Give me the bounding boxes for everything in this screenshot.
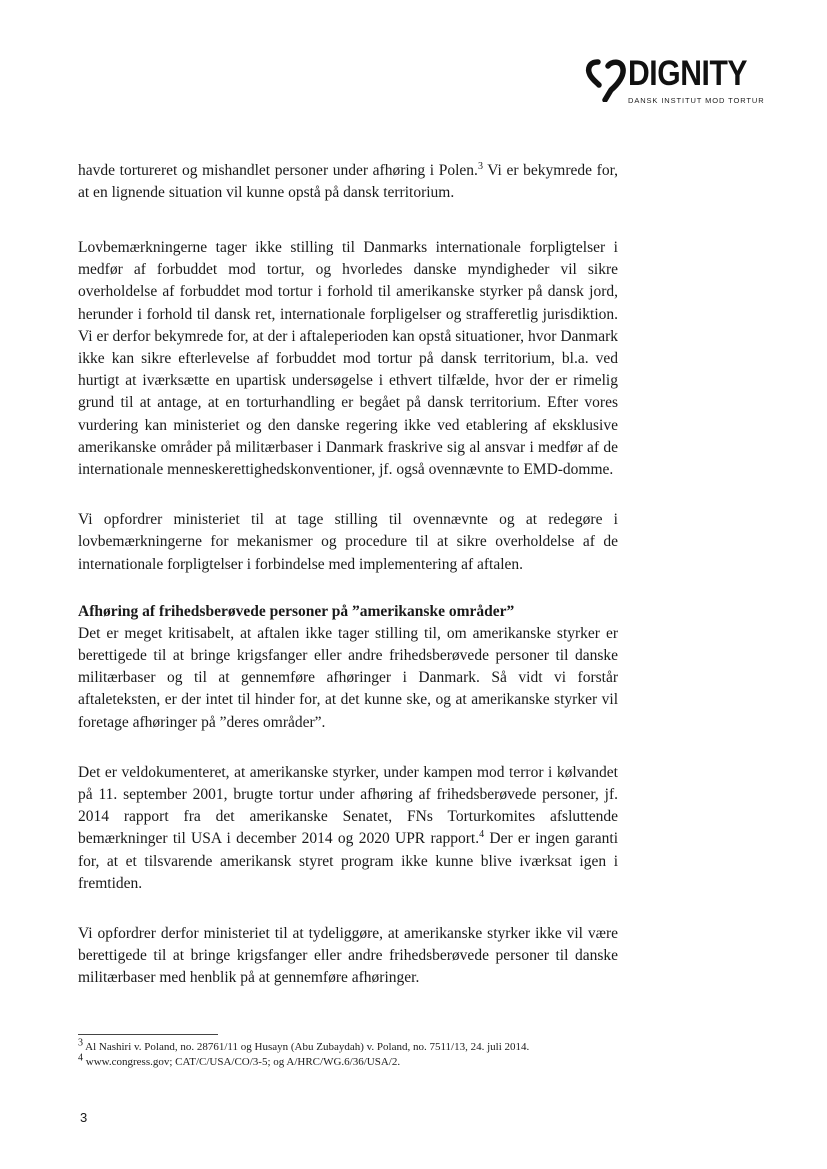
footnote-divider (78, 1034, 218, 1035)
footnote-number: 3 (78, 1037, 83, 1049)
paragraph-5 (78, 762, 618, 895)
page-number: 3 (80, 1110, 88, 1125)
footnote-text: Al Nashiri v. Poland, no. 28761/11 og Husayn (Abu Zubaydah) v. Poland, no. 7511/13, 24. juli 2014. (83, 1041, 530, 1053)
paragraph-1-tail: Vi er bekymrede for, at en lignende situation vil kunne opstå på dansk territorium. (78, 162, 618, 202)
dignity-logo (584, 54, 784, 116)
footnote-ref-3: 3 (477, 160, 483, 172)
footnote-number: 4 (78, 1052, 83, 1064)
footnotes (78, 1037, 638, 1070)
paragraph-3: Vi opfordrer ministeriet til at tage stilling til ovennævnte og at redegøre i lovbemærkningerne for mekanismer og procedure til at sikre overholdelse af de internationale forpligtelser i forbindelse med implementering af aftalen. (78, 511, 618, 573)
dignity-heart-icon (584, 56, 628, 102)
letter-body (78, 160, 618, 990)
logo-tagline: DANSK INSTITUT MOD TORTUR (628, 96, 765, 105)
section-heading: Afhøring af frihedsberøvede personer på ”amerikanske områder” (78, 602, 515, 620)
paragraph-4: Det er meget kritisabelt, at aftalen ikke tager stilling til, om amerikanske styrker er berettigede til at bringe krigsfanger eller andre frihedsberøvede personer til danske militærbaser og til at gennemføre afhøringer i Danmark. Så vidt vi forstår aftaleteksten, er der intet til hinder for, at det kunne ske, og at amerikanske styrker vil foretage afhøringer på ”deres områder”. (78, 624, 618, 731)
paragraph-1-text: havde tortureret og mishandlet personer under afhøring i Polen. (78, 162, 478, 179)
paragraph-1 (78, 160, 618, 204)
paragraph-6: Vi opfordrer derfor ministeriet til at tydeliggøre, at amerikanske styrker ikke vil være berettigede til at bringe krigsfanger eller andre frihedsberøvede personer til danske militærbaser med henblik på at gennemføre afhøringer. (78, 925, 618, 987)
footnote-ref-4: 4 (479, 829, 485, 841)
footnote-text: www.congress.gov; CAT/C/USA/CO/3-5; og A/HRC/WG.6/36/USA/2. (83, 1056, 401, 1068)
logo-wordmark: DIGNITY (628, 54, 748, 93)
paragraph-2: Lovbemærkningerne tager ikke stilling til Danmarks internationale forpligtelser i medfør af forbuddet mod tortur, og hvorledes danske myndigheder vil sikre overholdelse af forbuddet mod tortur i forhold til amerikanske styrker på dansk jord, herunder i forhold til dansk ret, internationale forpligelser og strafferetlig jurisdiktion. Vi er derfor bekymrede for, at der i aftaleperioden kan opstå situationer, hvor Danmark ikke kan sikre efterlevelse af forbuddet mod tortur på dansk territorium, bl.a. ved hurtigt at iværksætte en upartisk undersøgelse i ethvert tilfælde, hvor der er rimelig grund til at antage, at en torturhandling er begået på dansk territorium. Efter vores vurdering kan ministeriet og den danske regering ikke ved etablering af eksklusive amerikanske områder på militærbaser i Danmark fraskrive sig al ansvar i medfør af de internationale menneskerettighedskonventioner, jf. også ovennævnte to EMD-domme. (78, 239, 618, 479)
paragraph-5-tail: Der er ingen garanti for, at et tilsvarende amerikansk styret program ikke kunne blive iværksat igen i fremtiden. (78, 830, 618, 892)
footnote-4 (78, 1052, 638, 1070)
footnote-3 (78, 1037, 638, 1055)
paragraph-5-text: Det er veldokumenteret, at amerikanske styrker, under kampen mod terror i kølvandet på 11. september 2001, brugte tortur under afhøring af frihedsberøvede personer, jf. 2014 rapport fra det amerikanske Senatet, FNs Torturkomites afsluttende bemærkninger til USA i december 2014 og 2020 UPR rapport. (78, 763, 618, 848)
